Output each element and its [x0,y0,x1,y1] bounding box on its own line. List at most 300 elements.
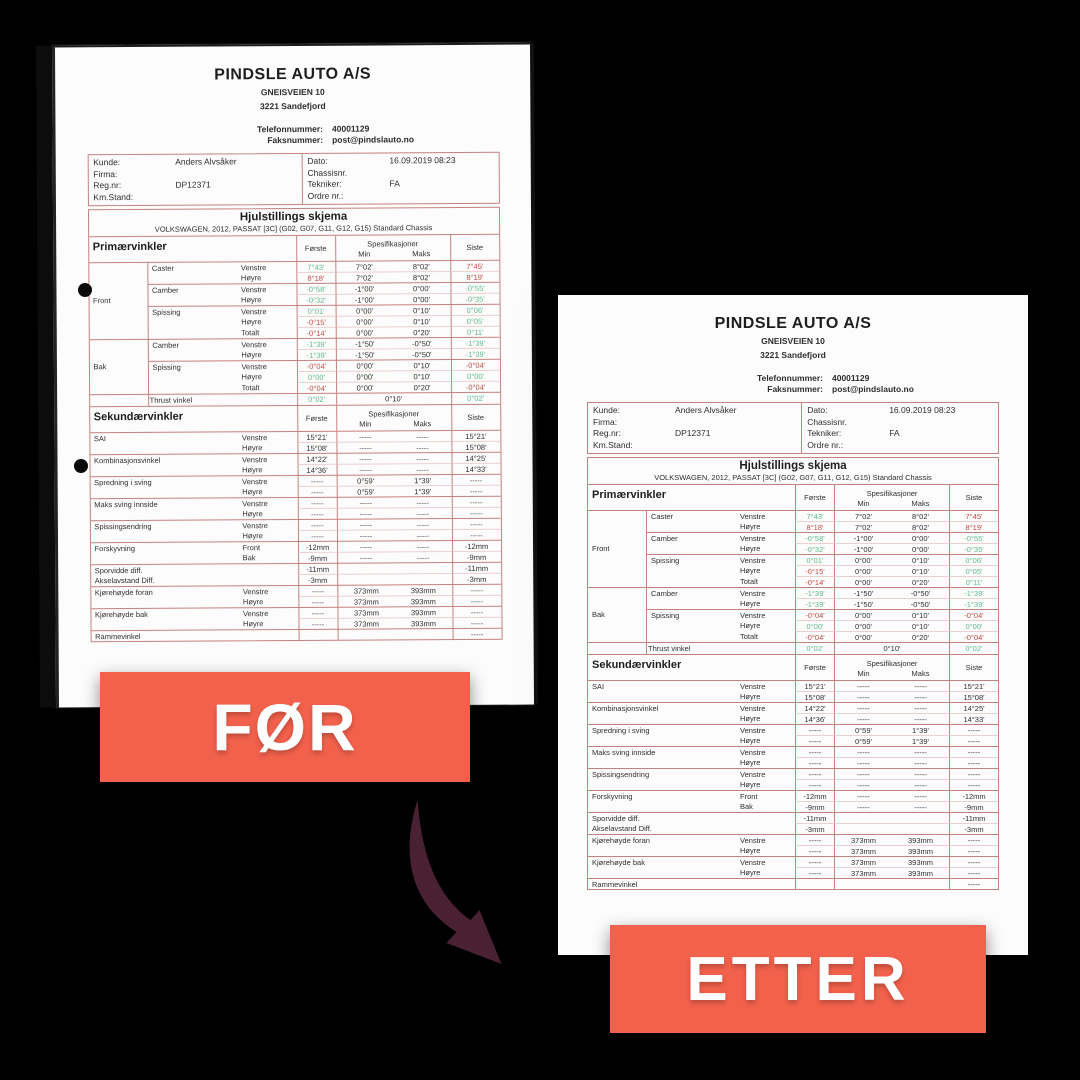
cell-min: 0°59' [835,735,892,747]
wheel-side [243,628,298,640]
cell-min: -1°50' [835,587,892,599]
cell-min: 0°00' [336,315,393,327]
cell-max: 0°10' [393,370,450,382]
cell-last: 14°25' [949,702,998,714]
before-tag-label: FØR [212,690,358,764]
cell-max [892,878,949,890]
wheel-side: Høyre [241,442,263,452]
secondary-row [588,878,998,889]
cell-last: 14°33' [451,462,500,474]
cell-min: 373mm [338,584,395,596]
cell-max: ----- [892,768,949,780]
primary-header-row [588,485,998,510]
column-min: Min [857,668,870,678]
angle-name: Caster [647,510,740,522]
cell-last: 8°19' [949,521,998,533]
cell-last: -3mm [949,823,998,835]
axle-group-label: Front [89,295,148,307]
cell-last: ----- [949,867,998,879]
cell-max: -0°50' [393,337,450,349]
customer-info-right [801,403,998,453]
wheel-side: Høyre [241,372,262,382]
cell-max: ----- [892,790,949,802]
cell-min: 373mm [338,617,395,629]
cell-last: ----- [451,484,500,496]
cell-last: -0°04' [949,609,998,621]
cell-max: ----- [892,746,949,758]
regnr-value: DP12371 [675,428,711,438]
cell-last: -0°35' [949,543,998,555]
wheel-side: Høyre [740,599,761,608]
measure-name: Rammevinkel [91,629,243,642]
cell-first: 0°02' [297,394,337,405]
cell-last: ----- [949,856,998,868]
wheel-side: Front [243,540,298,552]
cell-first: ----- [298,595,338,607]
cell-last: ----- [452,616,501,628]
cell-first: 7°43' [296,261,336,273]
axle-group-label [588,631,647,643]
primary-row [588,565,998,576]
cell-min: 0°59' [835,724,892,736]
angle-name: Caster [148,261,241,274]
document-before [52,43,534,708]
wheel-side: Venstre [740,510,795,522]
cell-last: 0°02' [949,643,998,654]
chassisnr-label: Chassisnr. [807,416,847,427]
wheel-side: Høyre [740,566,761,575]
axle-group-label [90,383,149,395]
measure-name: Spissingsendring [588,768,740,780]
alignment-form-table [587,457,999,890]
cell-first: ----- [795,834,835,846]
regnr-label: Reg.nr: [593,428,621,438]
cell-first: -0°14' [795,576,835,588]
curved-arrow-icon [400,798,538,978]
cell-last: ----- [451,528,500,540]
angle-name: Camber [148,338,241,351]
contact-block [587,373,999,395]
cell-first: 14°36' [795,713,835,725]
wheel-side: Totalt [740,632,758,641]
form-title: Hjulstillings skjema [739,460,847,472]
cell-max: 1°39' [892,735,949,747]
measure-name: Forskyvning [588,790,740,802]
cell-max: ----- [394,452,451,464]
primary-row [588,510,998,521]
cell-first: -9mm [795,801,835,813]
wheel-side: Venstre [242,430,297,442]
wheel-side: Høyre [740,867,761,877]
cell-max: 393mm [892,856,949,868]
cell-first: ----- [795,779,835,791]
secondary-row [588,812,998,823]
cell-last: 0°00' [450,370,499,382]
fax-row [87,134,499,148]
wheel-side: Høyre [740,735,761,745]
cell-last: ----- [949,735,998,747]
cell-min: ----- [338,540,395,552]
measure-name: Akselavstand Diff. [592,823,652,833]
cell-last: ----- [451,495,500,507]
axle-group-label [588,643,647,654]
cell-max: 393mm [892,834,949,846]
cell-min: ----- [337,430,394,442]
measure-name: Kjørehøyde bak [588,856,740,868]
kmstand-label: Km.Stand: [93,191,134,202]
secondary-rows [90,429,501,641]
cell-min: 7°02' [336,260,393,272]
cell-first: -0°32' [795,543,835,555]
kunde-label: Kunde: [93,157,121,168]
wheel-side: Høyre [242,530,263,540]
cell-last: 0°00' [949,620,998,632]
cell-first: 8°18' [296,272,336,284]
cell-last: -11mm [452,561,501,573]
cell-min: 0°00' [835,609,892,621]
column-min: Min [857,499,870,508]
angle-name: Spissing [647,609,740,621]
cell-min: 373mm [835,856,892,868]
primary-rows [588,510,998,642]
cell-first: -9mm [298,551,338,563]
secondary-rows [588,680,998,889]
cell-last: -12mm [452,539,501,551]
cell-max: 8°02' [892,510,949,522]
cell-last: 0°11' [949,576,998,588]
kunde-label: Kunde: [593,405,620,415]
cell-first: ----- [298,617,338,629]
column-max: Maks [911,499,930,508]
kunde-value: Anders Alvsåker [175,156,237,167]
primary-row [588,576,998,587]
wheel-side: Venstre [241,360,296,372]
cell-min: ----- [337,507,394,519]
cell-last: ----- [452,627,501,639]
before-tag [100,672,470,782]
secondary-row [588,702,998,713]
cell-min: ----- [835,691,892,703]
cell-first: ----- [795,746,835,758]
cell-min: ----- [337,441,394,453]
measure-name: Kombinasjonsvinkel [90,453,242,466]
measure-name: Sporvidde diff. [588,812,740,824]
regnr-label: Reg.nr: [93,180,122,191]
cell-first: -0°04' [795,609,835,621]
secondary-row [588,768,998,779]
cell-max: 393mm [395,584,452,596]
cell-min: ----- [835,790,892,802]
wheel-side: Høyre [241,317,262,327]
column-max: Maks [412,249,431,259]
cell-min: ----- [835,680,892,692]
cell-last: -9mm [949,801,998,813]
cell-min: 0°00' [336,370,393,382]
secondary-row [588,713,998,724]
column-first: Første [795,655,835,680]
wheel-side: Totalt [241,328,260,338]
axle-group-label: Front [588,543,647,555]
measure-name: SAI [90,431,242,444]
cell-first: 0°02' [795,643,835,654]
secondary-header-row [588,654,998,680]
tekniker-value: FA [889,428,900,438]
cell-spec: 0°10' [883,644,901,653]
cell-max: 1°39' [394,485,451,497]
contact-block [87,123,499,148]
measure-name: Kjørehøyde foran [588,834,740,846]
cell-last: ----- [949,757,998,769]
cell-last: ----- [949,779,998,791]
cell-max: ----- [394,463,451,475]
cell-min: ----- [835,702,892,714]
cell-min: 7°02' [336,271,393,283]
cell-min: -1°50' [336,337,393,349]
cell-min: 0°00' [336,359,393,371]
column-spec: Spesifikasjoner [368,408,420,419]
primary-row [588,631,998,642]
wheel-side: Høyre [740,779,761,789]
cell-min: ----- [835,757,892,769]
column-spec: Spesifikasjoner [367,239,419,249]
cell-max: ----- [892,801,949,813]
axle-group-label: Bak [588,609,647,621]
measure-name: Spissingsendring [90,519,242,532]
cell-last: -0°04' [451,381,500,393]
cell-first: ----- [795,845,835,857]
cell-last: 0°05' [949,565,998,577]
cell-first: ----- [795,856,835,868]
dato-label: Dato: [307,155,328,166]
cell-max: 0°10' [892,609,949,621]
cell-first: ----- [795,757,835,769]
cell-max: ----- [395,551,452,563]
column-max: Maks [911,668,930,678]
cell-first: -0°15' [795,565,835,577]
wheel-side: Venstre [740,746,795,758]
thrust-label: Thrust vinkel [149,395,193,405]
cell-min: ----- [835,768,892,780]
cell-max: 0°00' [393,282,450,294]
cell-first: -0°15' [296,316,336,328]
wheel-side: Venstre [243,606,298,618]
cell-max: -0°50' [892,598,949,610]
wheel-side: Bak [242,552,256,562]
measure-name: Kjørehøyde bak [91,607,243,620]
cell-first: -0°04' [297,382,337,394]
cell-max: 393mm [395,606,452,618]
cell-first: ----- [297,529,337,541]
vehicle-description: VOLKSWAGEN, 2012, PASSAT [3C] (G02, G07, G11, G12, G15) Standard Chassis [588,473,998,485]
cell-last: 0°02' [451,393,500,404]
cell-first: -0°04' [296,360,336,372]
cell-first: 8°18' [795,521,835,533]
cell-min: -1°00' [835,532,892,544]
column-first: Første [297,405,337,430]
cell-max: 393mm [892,867,949,879]
cell-first: ----- [298,584,338,596]
cell-max: ----- [892,680,949,692]
cell-last: 8°19' [450,271,499,283]
customer-info-right [301,153,498,204]
cell-max: ----- [892,779,949,791]
cell-max: ----- [394,430,451,442]
phone-value: 40001129 [832,373,870,383]
angle-name [149,382,242,395]
address-line-2: 3221 Sandefjord [259,100,326,112]
cell-min: 373mm [835,867,892,879]
wheel-side: Høyre [240,273,262,283]
cell-last: -3mm [452,572,501,584]
cell-last: 15°21' [949,680,998,692]
cell-max: -0°50' [393,348,450,360]
ordrenr-label: Ordre nr.: [307,190,344,201]
cell-min: ----- [835,801,892,813]
cell-first: ----- [297,507,337,519]
cell-max [395,628,452,640]
angle-name: Camber [647,532,740,544]
cell-first: -0°58' [296,283,336,295]
cell-min: -1°00' [336,293,393,305]
wheel-side: Høyre [740,691,761,701]
cell-min [338,628,395,640]
fax-value: post@pindslauto.no [832,384,914,394]
wheel-side: Høyre [740,522,761,531]
angle-name: Spissing [647,554,740,566]
customer-info-box [87,152,499,207]
cell-max: ----- [394,496,451,508]
cell-min: ----- [337,496,394,508]
cell-max: ----- [394,529,451,541]
secondary-row [588,801,998,812]
cell-first: -0°58' [795,532,835,544]
primary-row [588,521,998,532]
cell-max: 0°10' [892,565,949,577]
column-last: Siste [949,655,998,680]
primary-section-label: Primærvinkler [92,240,167,254]
cell-min: ----- [337,529,394,541]
address-line-1: GNEISVEIEN 10 [260,86,325,98]
cell-first: -3mm [795,823,835,835]
cell-last: -0°04' [949,631,998,643]
cell-first: 15°21' [795,680,835,692]
cell-first: 15°21' [297,430,337,442]
wheel-side: Høyre [242,618,264,628]
after-tag [610,925,986,1033]
cell-min: 0°00' [835,565,892,577]
cell-max: ----- [892,691,949,703]
measure-name: SAI [588,680,740,692]
cell-first: -1°39' [296,338,336,350]
address-line-2: 3221 Sandefjord [760,350,826,360]
cell-first [298,628,338,640]
primary-section-label: Primærvinkler [592,489,666,501]
cell-min [835,878,892,890]
company-name: PINDSLE AUTO A/S [714,315,872,332]
wheel-side: Venstre [242,474,297,486]
cell-min: 373mm [338,595,395,607]
cell-min: -1°50' [336,348,393,360]
secondary-row [588,735,998,746]
wheel-side: Venstre [740,554,795,566]
cell-max: 0°00' [892,532,949,544]
wheel-side: Venstre [242,518,297,530]
secondary-row [588,834,998,845]
dato-label: Dato: [807,405,828,415]
column-first: Første [296,236,336,261]
cell-last: 0°06' [450,304,499,316]
cell-first: -0°14' [296,327,336,339]
secondary-row [588,856,998,867]
cell-max: ----- [892,757,949,769]
kunde-value: Anders Alvsåker [675,405,737,415]
cell-max: 0°20' [394,381,451,393]
wheel-side: Venstre [740,856,795,868]
secondary-row [588,757,998,768]
cell-max: 0°10' [892,620,949,632]
wheel-side: Høyre [241,295,262,305]
column-spec: Spesifikasjoner [866,658,918,668]
cell-max: 0°20' [393,326,450,338]
cell-first: ----- [298,606,338,618]
primary-row [588,587,998,598]
cell-last: -0°04' [450,359,499,371]
column-max: Maks [413,418,432,428]
measure-name: Sporvidde diff. [91,563,243,576]
cell-min: 0°00' [336,304,393,316]
cell-first: 15°08' [795,691,835,703]
cell-min: 0°00' [835,631,892,643]
cell-first: -0°32' [296,294,336,306]
dato-value: 16.09.2019 08:23 [889,405,956,415]
alignment-report [86,45,502,642]
primary-row [588,620,998,631]
cell-max: 8°02' [393,260,450,272]
cell-first: 0°01' [795,554,835,566]
cell-first: -11mm [795,812,835,824]
cell-max: 0°20' [892,631,949,643]
primary-row [588,609,998,620]
wheel-side: Venstre [740,587,795,599]
cell-last: 0°05' [450,315,499,327]
secondary-row [588,779,998,790]
secondary-row [588,867,998,878]
cell-first [795,878,835,890]
cell-first: ----- [297,518,337,530]
cell-first: -12mm [298,540,338,552]
wheel-side: Totalt [241,383,260,393]
cell-spec: 0°10' [385,394,403,404]
cell-last: 7°45' [949,510,998,522]
primary-row [588,543,998,554]
measure-name: Maks sving innside [90,497,242,510]
wheel-side: Venstre [740,680,795,692]
cell-max: 0°10' [393,304,450,316]
primary-row [588,598,998,609]
cell-first: 7°43' [795,510,835,522]
tekniker-label: Tekniker: [807,428,842,438]
cell-first: ----- [297,496,337,508]
angle-name [647,631,740,643]
cell-last: -1°39' [949,598,998,610]
column-last: Siste [450,235,499,260]
angle-name: Camber [148,283,241,296]
cell-first: -0°04' [795,631,835,643]
wheel-side: Venstre [242,496,297,508]
secondary-row [588,790,998,801]
cell-max: 0°10' [892,554,949,566]
cell-first: -12mm [795,790,835,802]
